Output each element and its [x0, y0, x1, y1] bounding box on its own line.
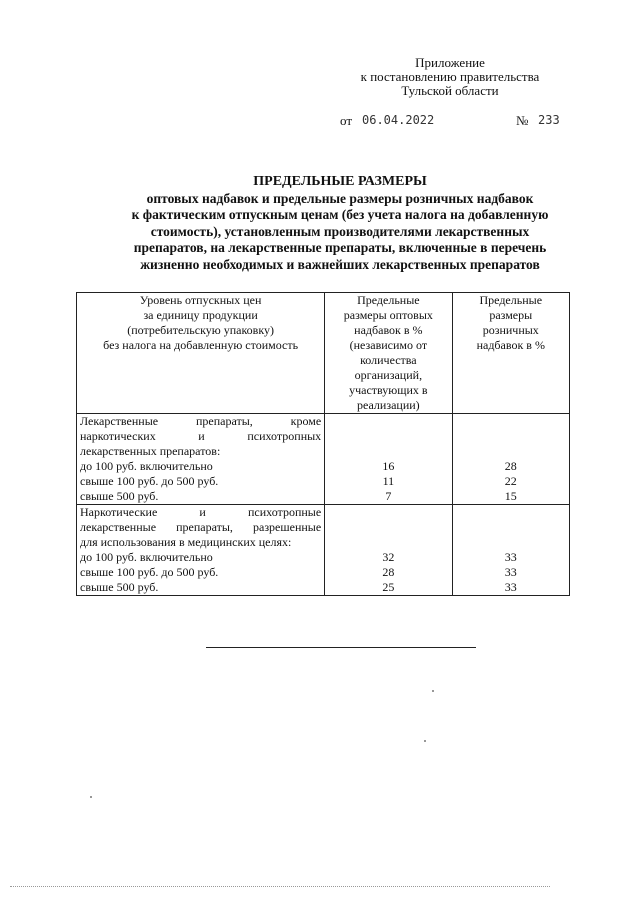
- header-text: за единицу продукции: [143, 308, 258, 322]
- title-line-5: препаратов, на лекарственные препараты, включенные в перечень: [133, 240, 547, 255]
- group-heading-line: Наркотические и психотропные: [80, 505, 322, 519]
- wholesale-value: 28: [382, 565, 395, 579]
- title-line-6: жизненно необходимых и важнейших лекарственных препаратов: [140, 256, 540, 272]
- header-text: Уровень отпускных цен: [139, 293, 262, 307]
- wholesale-value: 11: [382, 474, 395, 488]
- group-heading-line: лекарственные препараты, разрешенные: [80, 520, 322, 534]
- header-text: надбавок в %: [476, 338, 545, 352]
- date-value: 06.04.2022: [362, 113, 435, 127]
- closing-rule: [206, 647, 476, 648]
- price-range-label: свыше 100 руб. до 500 руб.: [80, 565, 219, 579]
- retail-value: 15: [504, 489, 517, 503]
- scan-speck: [424, 740, 426, 742]
- header-wholesale-markup: [325, 293, 452, 414]
- header-text: организаций,: [354, 368, 423, 382]
- number-label: №: [516, 113, 529, 128]
- scan-speck: [90, 796, 92, 798]
- group-1-retail: [452, 414, 569, 505]
- header-text: размеры оптовых: [343, 308, 433, 322]
- scan-edge-noise: [10, 886, 550, 887]
- group-heading-line: наркотических и психотропных: [80, 429, 322, 443]
- header-text: Предельные: [479, 293, 543, 307]
- annex-line-3: Тульской области: [401, 83, 499, 98]
- retail-value: 22: [504, 474, 517, 488]
- header-text: реализации): [357, 398, 420, 412]
- header-text: розничных: [482, 323, 539, 337]
- wholesale-value: 32: [382, 550, 395, 564]
- date-label: от: [340, 113, 353, 128]
- price-range-label: до 100 руб. включительно: [80, 459, 213, 473]
- price-range-label: свыше 500 руб.: [80, 489, 159, 503]
- group-heading-line: лекарственных препаратов:: [80, 444, 221, 458]
- group-heading-line: для использования в медицинских целях:: [80, 535, 292, 549]
- annex-header: [330, 56, 570, 98]
- retail-value: 28: [504, 459, 517, 473]
- table-header-row: [77, 293, 570, 414]
- retail-value: 33: [504, 565, 517, 579]
- title-line-2: оптовых надбавок и предельные размеры розничных надбавок: [146, 190, 534, 206]
- group-2-wholesale: [325, 505, 452, 596]
- header-price-level: [77, 293, 325, 414]
- group-2-retail: [452, 505, 569, 596]
- scan-speck: [432, 690, 434, 692]
- title-line-3: к фактическим отпускным ценам (без учета налога на добавленную: [131, 207, 549, 222]
- header-text: размеры: [489, 308, 533, 322]
- header-text: без налога на добавленную стоимость: [103, 338, 299, 352]
- retail-value: 33: [504, 550, 517, 564]
- header-text: участвующих в: [349, 383, 428, 397]
- annex-line-1: Приложение: [415, 55, 485, 70]
- price-range-label: свыше 100 руб. до 500 руб.: [80, 474, 219, 488]
- title-line-4: стоимость), установленным производителями лекарственных: [150, 223, 530, 239]
- header-text: Предельные: [357, 293, 420, 307]
- header-retail-markup: [452, 293, 569, 414]
- wholesale-value: 16: [382, 459, 395, 473]
- title-line-1: ПРЕДЕЛЬНЫЕ РАЗМЕРЫ: [253, 174, 427, 189]
- header-text: количества: [360, 353, 417, 367]
- document-title: [90, 174, 590, 273]
- annex-line-2: к постановлению правительства: [360, 69, 540, 84]
- header-text: надбавок в %: [354, 323, 423, 337]
- wholesale-value: 25: [382, 580, 395, 594]
- markup-table: [76, 292, 570, 596]
- table-group-row: [77, 505, 570, 596]
- header-text: (потребительскую упаковку): [127, 323, 274, 337]
- price-range-label: до 100 руб. включительно: [80, 550, 213, 564]
- price-range-label: свыше 500 руб.: [80, 580, 159, 594]
- group-1-wholesale: [325, 414, 452, 505]
- header-text: (независимо от: [349, 338, 428, 352]
- group-1-labels: [77, 414, 325, 505]
- table-group-row: [77, 414, 570, 505]
- group-2-labels: [77, 505, 325, 596]
- retail-value: 33: [504, 580, 517, 594]
- wholesale-value: 7: [385, 489, 392, 503]
- number-value: 233: [538, 113, 560, 127]
- group-heading-line: Лекарственные препараты, кроме: [80, 414, 322, 428]
